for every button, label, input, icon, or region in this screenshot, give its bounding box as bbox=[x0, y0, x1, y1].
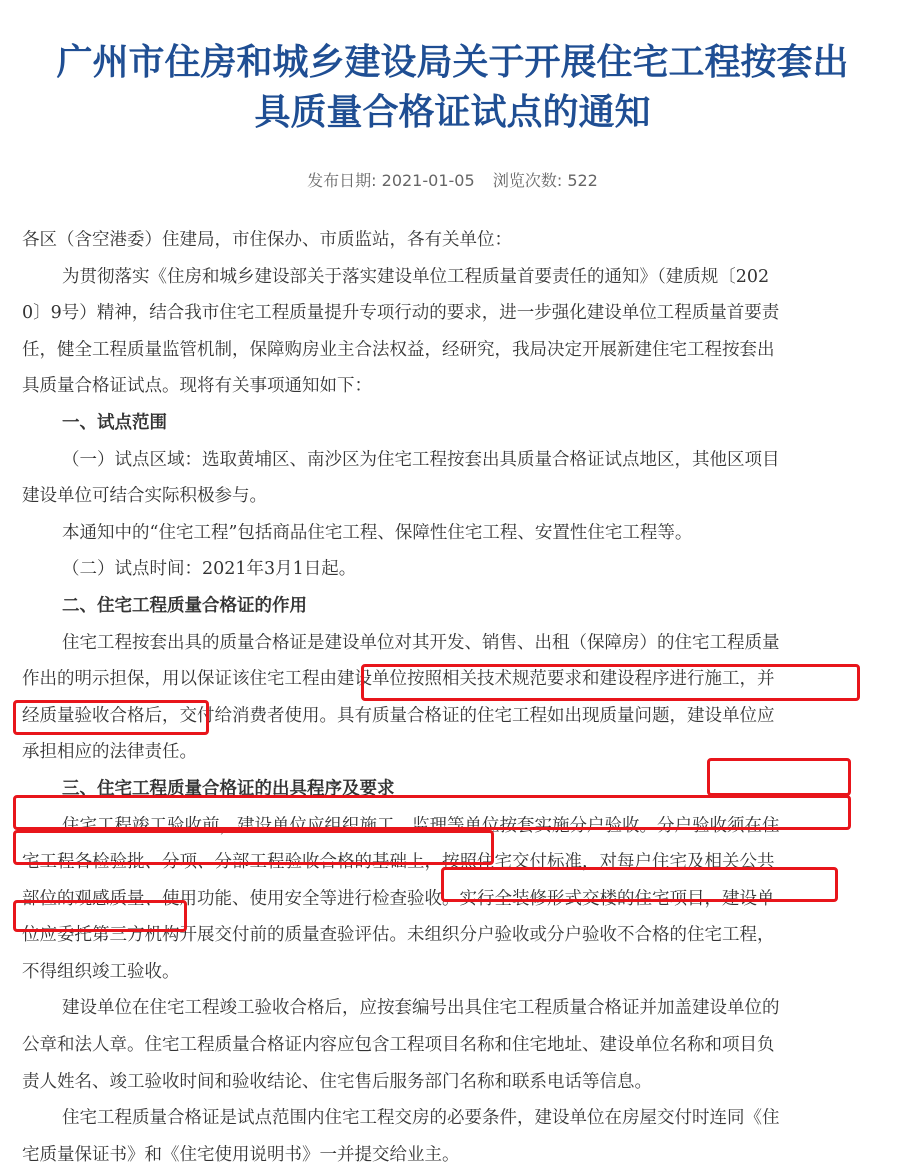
paragraph-line: 不得组织竣工验收。 bbox=[22, 961, 180, 982]
paragraph-line: 住宅工程质量合格证是试点范围内住宅工程交房的必要条件，建设单位在房屋交付时连同《住 bbox=[62, 1108, 780, 1129]
paragraph-line: 宅质量保证书》和《住宅使用说明书》一并提交给业主。 bbox=[22, 1144, 460, 1165]
title-line-2: 具质量合格证试点的通知 bbox=[254, 92, 651, 133]
paragraph-line: 作出的明示担保，用以保证该住宅工程由建设单位按照相关技术规范要求和建设程序进行施工，并 bbox=[22, 669, 775, 690]
page-title bbox=[0, 0, 905, 138]
paragraph-line: 住宅工程按套出具的质量合格证是建设单位对其开发、销售、出租（保障房）的住宅工程质量 bbox=[62, 632, 780, 653]
views-label: 浏览次数: bbox=[492, 171, 563, 190]
section-heading-3: 三、住宅工程质量合格证的出具程序及要求 bbox=[62, 778, 395, 799]
paragraph-line: 住宅工程竣工验收前，建设单位应组织施工、监理等单位按套实施分户验收。分户验收须在住 bbox=[62, 815, 780, 836]
paragraph-line: （一）试点区域：选取黄埔区、南沙区为住宅工程按套出具质量合格证试点地区，其他区项目 bbox=[62, 449, 780, 470]
article-meta bbox=[0, 170, 905, 192]
article-body bbox=[22, 222, 857, 1173]
section-heading-1: 一、试点范围 bbox=[62, 412, 167, 433]
paragraph-line: 建设单位在住宅工程竣工验收合格后，应按套编号出具住宅工程质量合格证并加盖建设单位的 bbox=[62, 998, 780, 1019]
title-line-1: 广州市住房和城乡建设局关于开展住宅工程按套出 bbox=[56, 42, 849, 83]
paragraph-line: 具质量合格证试点。现将有关事项通知如下： bbox=[22, 376, 372, 397]
paragraph-line: 任，健全工程质量监管机制，保障购房业主合法权益，经研究，我局决定开展新建住宅工程按套出 bbox=[22, 339, 775, 360]
paragraph-line: 0〕9号）精神，结合我市住宅工程质量提升专项行动的要求，进一步强化建设单位工程质量首要责 bbox=[22, 303, 780, 324]
paragraph-line: 位应委托第三方机构开展交付前的质量查验评估。未组织分户验收或分户验收不合格的住宅工程， bbox=[22, 925, 775, 946]
salutation: 各区（含空港委）住建局，市住保办、市质监站，各有关单位： bbox=[22, 230, 512, 250]
paragraph-line: 本通知中的“住宅工程”包括商品住宅工程、保障性住宅工程、安置性住宅工程等。 bbox=[62, 522, 693, 543]
publish-label: 发布日期: bbox=[307, 171, 377, 190]
paragraph-line: 为贯彻落实《住房和城乡建设部关于落实建设单位工程质量首要责任的通知》（建质规〔202 bbox=[62, 266, 770, 287]
paragraph-line: 责人姓名、竣工验收时间和验收结论、住宅售后服务部门名称和联系电话等信息。 bbox=[22, 1071, 652, 1092]
paragraph-line: 部位的观感质量、使用功能、使用安全等进行检查验收。实行全装修形式交楼的住宅项目，建设单 bbox=[22, 888, 775, 909]
publish-date: 2021-01-05 bbox=[381, 171, 475, 190]
paragraph-line: 承担相应的法律责任。 bbox=[22, 742, 197, 763]
views-count: 522 bbox=[567, 171, 598, 190]
paragraph-line: 经质量验收合格后，交付给消费者使用。具有质量合格证的住宅工程如出现质量问题，建设单位应 bbox=[22, 705, 775, 726]
section-heading-2: 二、住宅工程质量合格证的作用 bbox=[62, 595, 307, 616]
paragraph-line: 宅工程各检验批、分项、分部工程验收合格的基础上，按照住宅交付标准，对每户住宅及相关公共 bbox=[22, 852, 775, 873]
paragraph-line: 公章和法人章。住宅工程质量合格证内容应包含工程项目名称和住宅地址、建设单位名称和项目负 bbox=[22, 1035, 775, 1056]
paragraph-line: 建设单位可结合实际积极参与。 bbox=[22, 486, 267, 507]
paragraph-line: （二）试点时间：2021年3月1日起。 bbox=[62, 559, 357, 580]
